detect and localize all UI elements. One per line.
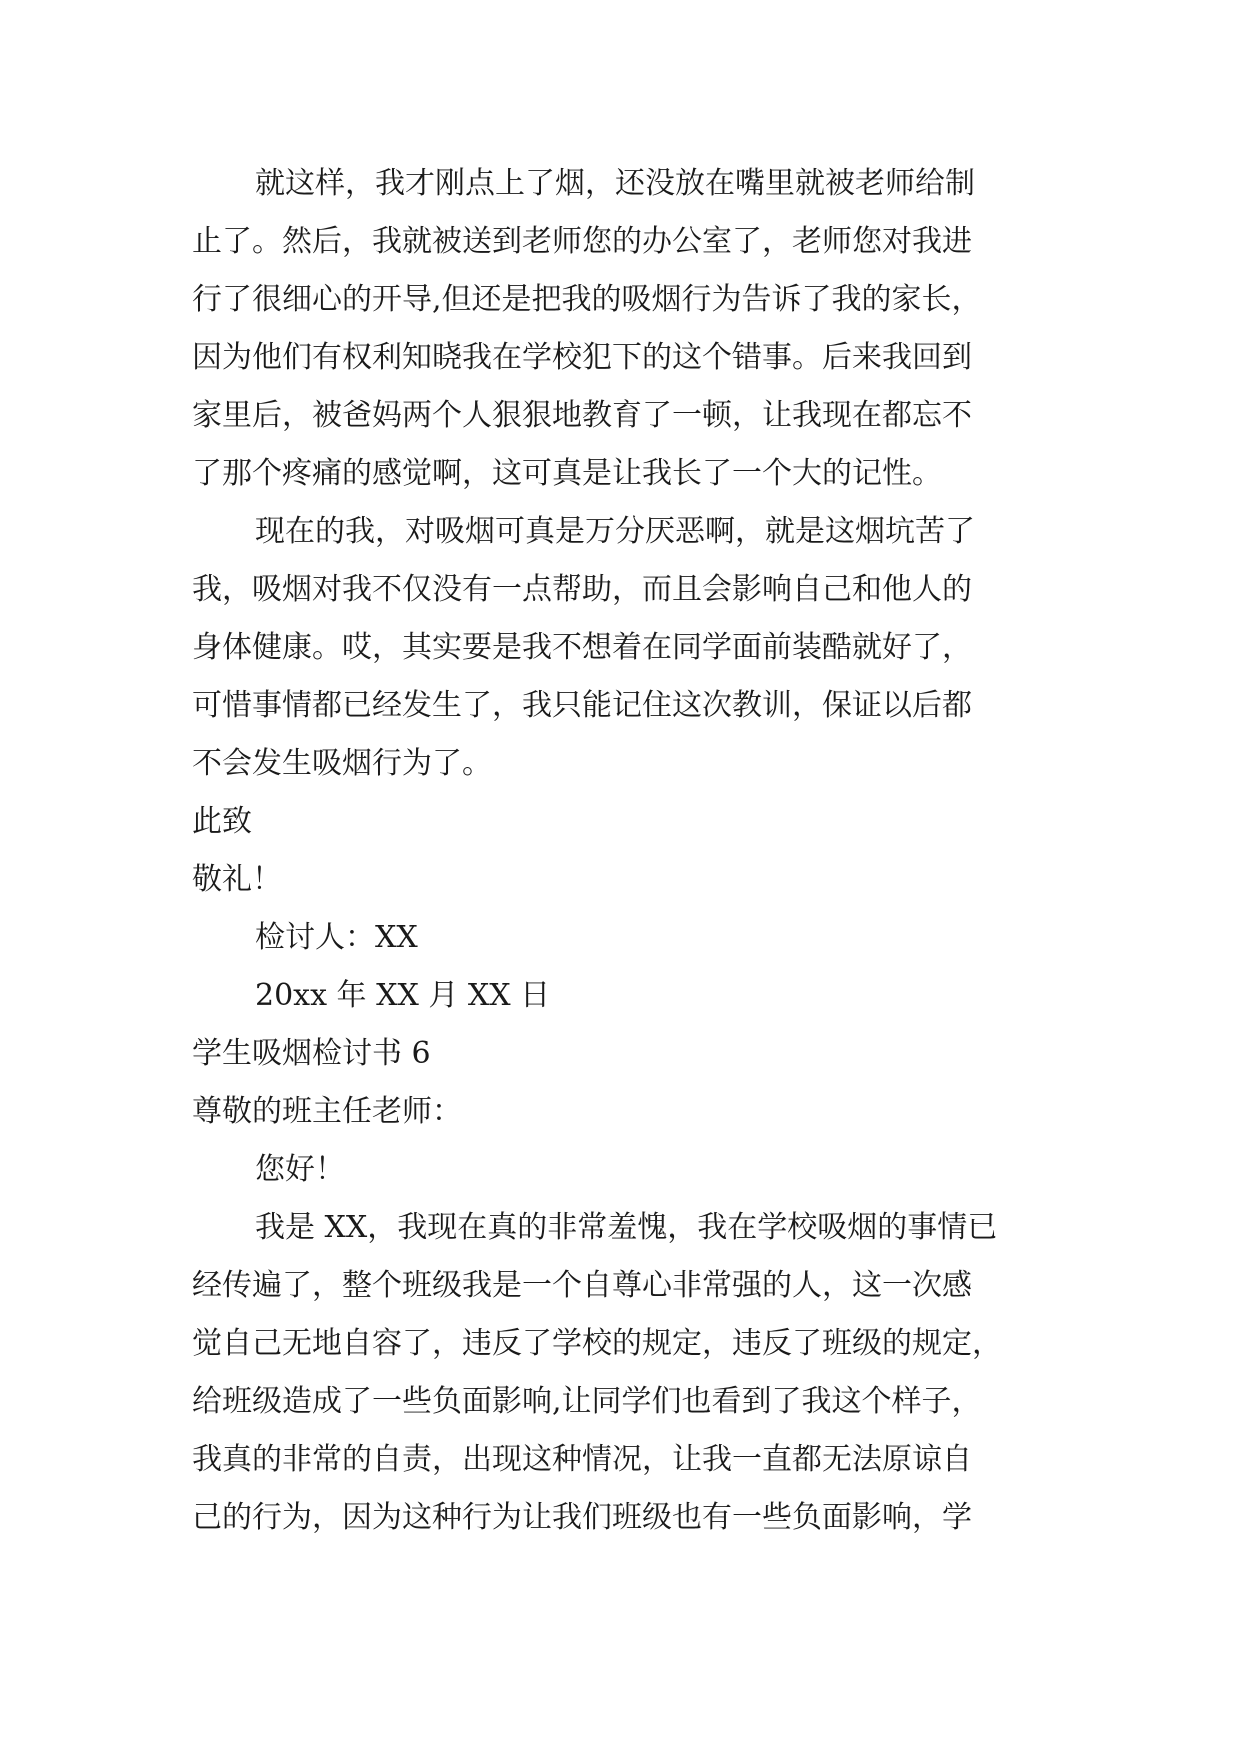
paragraph-1-line-2: 止了。然后，我就被送到老师您的办公室了，老师您对我进 xyxy=(192,224,972,259)
paragraph-2-line-3: 身体健康。哎，其实要是我不想着在同学面前装酷就好了， xyxy=(192,630,972,665)
paragraph-2-line-2: 我，吸烟对我不仅没有一点帮助，而且会影响自己和他人的 xyxy=(192,572,972,607)
salutation: 尊敬的班主任老师： xyxy=(192,1094,462,1129)
paragraph-2-line-4: 可惜事情都已经发生了，我只能记住这次教训，保证以后都 xyxy=(192,688,972,723)
closing-jing-li: 敬礼！ xyxy=(192,862,282,897)
paragraph-1-line-5: 家里后，被爸妈两个人狠狠地教育了一顿，让我现在都忘不 xyxy=(192,398,972,433)
paragraph-1-line-6: 了那个疼痛的感觉啊，这可真是让我长了一个大的记性。 xyxy=(192,456,942,491)
paragraph-3-line-6: 己的行为，因为这种行为让我们班级也有一些负面影响，学 xyxy=(192,1500,972,1535)
paragraph-1-line-4: 因为他们有权利知晓我在学校犯下的这个错事。后来我回到 xyxy=(192,340,972,375)
paragraph-3-line-4: 给班级造成了一些负面影响,让同学们也看到了我这个样子， xyxy=(192,1384,982,1419)
closing-ci-zhi: 此致 xyxy=(192,804,252,839)
paragraph-1-line-3: 行了很细心的开导,但还是把我的吸烟行为告诉了我的家长， xyxy=(192,282,982,317)
paragraph-2-line-5: 不会发生吸烟行为了。 xyxy=(192,746,492,781)
paragraph-3-line-2: 经传遍了，整个班级我是一个自尊心非常强的人，这一次感 xyxy=(192,1268,972,1303)
greeting: 您好！ xyxy=(255,1152,345,1187)
paragraph-1-line-1: 就这样，我才刚点上了烟，还没放在嘴里就被老师给制 xyxy=(255,166,975,201)
signer-line: 检讨人：XX xyxy=(255,920,418,955)
paragraph-3-line-3: 觉自己无地自容了，违反了学校的规定，违反了班级的规定， xyxy=(192,1326,1002,1361)
section-title: 学生吸烟检讨书 6 xyxy=(192,1036,431,1071)
date-line: 20xx 年 XX 月 XX 日 xyxy=(255,978,551,1013)
paragraph-3-line-1: 我是 XX，我现在真的非常羞愧，我在学校吸烟的事情已 xyxy=(255,1210,998,1245)
paragraph-2-line-1: 现在的我，对吸烟可真是万分厌恶啊，就是这烟坑苦了 xyxy=(255,514,975,549)
paragraph-3-line-5: 我真的非常的自责，出现这种情况，让我一直都无法原谅自 xyxy=(192,1442,972,1477)
